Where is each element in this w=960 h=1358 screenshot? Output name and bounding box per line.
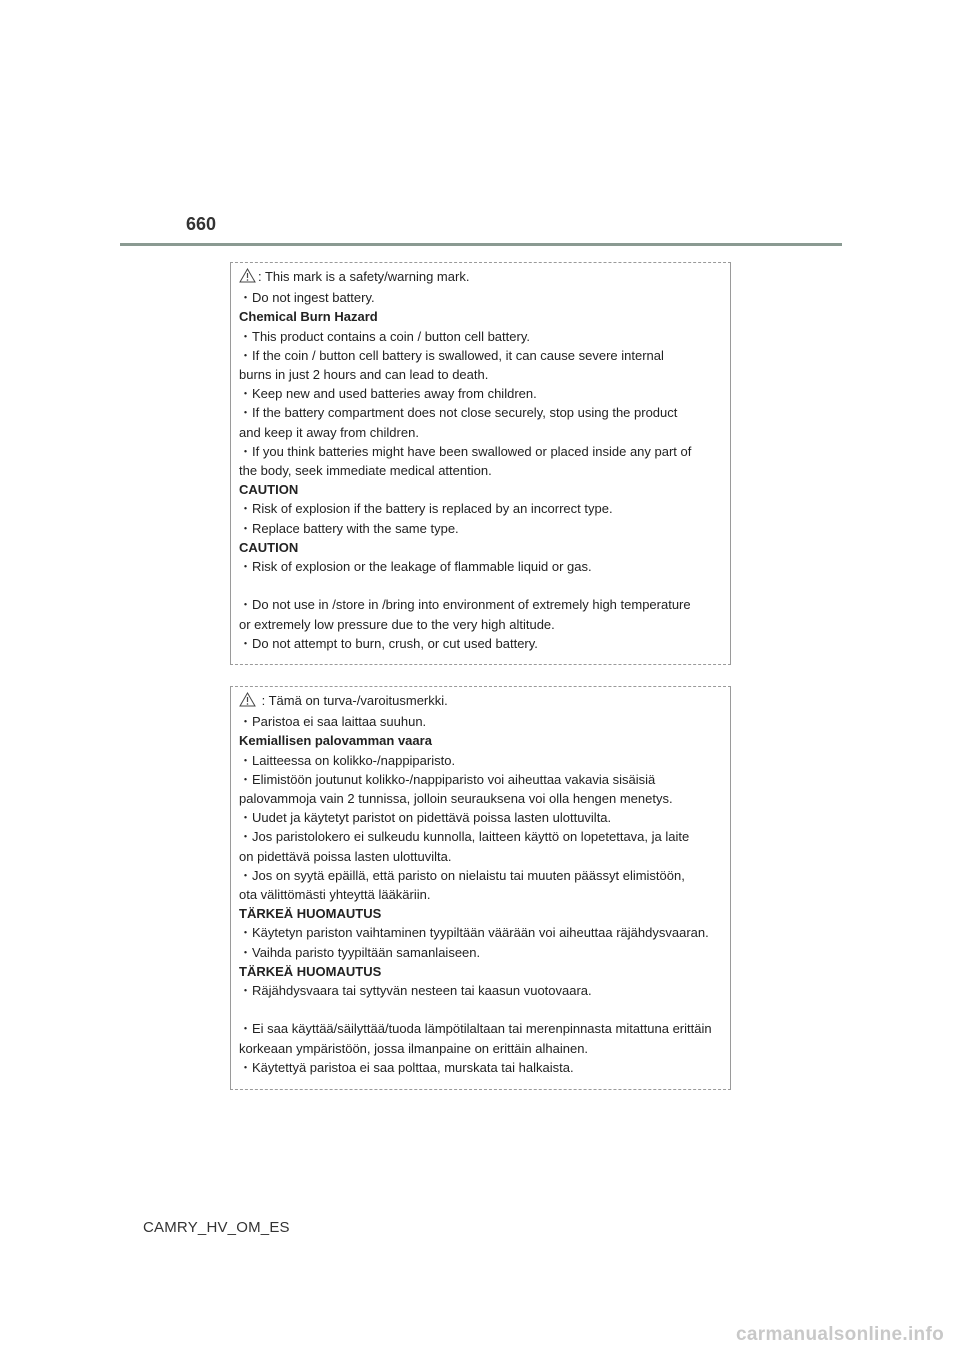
warning-triangle-icon xyxy=(239,692,256,712)
warning-line: ・Do not attempt to burn, crush, or cut used battery. xyxy=(239,635,538,651)
warning-line: ・Keep new and used batteries away from children. xyxy=(239,386,537,402)
warning-line: ・Risk of explosion if the battery is replaced by an incorrect type. xyxy=(239,501,613,517)
warning-line: ・Vaihda paristo tyypiltään samanlaiseen. xyxy=(239,944,481,960)
warning-line: ・If the coin / button cell battery is swallowed, it can cause severe internal xyxy=(239,347,664,363)
caution-heading: CAUTION xyxy=(239,539,299,555)
warning-line: ・Käytetyn pariston vaihtaminen tyypiltään väärään voi aiheuttaa räjähdysvaaran. xyxy=(239,925,709,941)
warning-line: ・Do not use in /store in /bring into environment of extremely high temperature xyxy=(239,597,691,613)
warning-box-finnish xyxy=(230,686,731,1090)
warning-line: ・Risk of explosion or the leakage of flammable liquid or gas. xyxy=(239,559,592,575)
warning-line: the body, seek immediate medical attention. xyxy=(239,463,492,479)
warning-line: ・Laitteessa on kolikko-/nappiparisto. xyxy=(239,752,456,768)
warning-line: or extremely low pressure due to the very high altitude. xyxy=(239,616,555,632)
warning-line: ・Jos on syytä epäillä, että paristo on nielaistu tai muuten päässyt elimistöön, xyxy=(239,867,685,883)
warning-line: ・Paristoa ei saa laittaa suuhun. xyxy=(239,714,427,730)
warning-triangle-icon xyxy=(239,268,256,288)
warning-line: ・If you think batteries might have been swallowed or placed inside any part of xyxy=(239,443,692,459)
warning-line: ・Ei saa käyttää/säilyttää/tuoda lämpötilaltaan tai merenpinnasta mitattuna erittäin xyxy=(239,1021,712,1037)
caution-heading: TÄRKEÄ HUOMAUTUS xyxy=(239,963,382,979)
watermark: carmanualsonline.info xyxy=(736,1324,944,1345)
warning-mark-line xyxy=(239,267,722,288)
warning-line: on pidettävä poissa lasten ulottuvilta. xyxy=(239,848,452,864)
warning-line: ・If the battery compartment does not close securely, stop using the product xyxy=(239,405,678,421)
warning-mark-line xyxy=(239,691,722,712)
manual-code: CAMRY_HV_OM_ES xyxy=(143,1219,290,1236)
warning-heading: Chemical Burn Hazard xyxy=(239,309,378,325)
caution-heading: CAUTION xyxy=(239,482,299,498)
warning-line: ・Elimistöön joutunut kolikko-/nappiparisto voi aiheuttaa vakavia sisäisiä xyxy=(239,771,656,787)
warning-line: ・Jos paristolokero ei sulkeudu kunnolla, laitteen käyttö on lopetettava, ja laite xyxy=(239,829,690,845)
header-divider xyxy=(120,243,842,246)
caution-heading: TÄRKEÄ HUOMAUTUS xyxy=(239,906,382,922)
warning-mark-text: : Tämä on turva-/varoitusmerkki. xyxy=(258,693,448,708)
warning-line: and keep it away from children. xyxy=(239,424,419,440)
page-number: 660 xyxy=(186,214,217,234)
warning-line: ・Käytettyä paristoa ei saa polttaa, murskata tai halkaista. xyxy=(239,1059,574,1075)
warning-box-english xyxy=(230,262,731,665)
warning-line: ・Replace battery with the same type. xyxy=(239,520,459,536)
warning-line: ・Uudet ja käytetyt paristot on pidettävä poissa lasten ulottuvilta. xyxy=(239,810,612,826)
warning-line: ・Do not ingest battery. xyxy=(239,290,375,306)
warning-line: burns in just 2 hours and can lead to death. xyxy=(239,367,489,383)
warning-heading: Kemiallisen palovamman vaara xyxy=(239,733,432,749)
blank-line xyxy=(239,576,722,595)
warning-line: ・This product contains a coin / button cell battery. xyxy=(239,328,530,344)
warning-line: palovammoja vain 2 tunnissa, jolloin seurauksena voi olla hengen menetys. xyxy=(239,791,673,807)
warning-line: ・Räjähdysvaara tai syttyvän nesteen tai kaasun vuotovaara. xyxy=(239,983,592,999)
warning-line: korkeaan ympäristöön, jossa ilmanpaine on erittäin alhainen. xyxy=(239,1040,589,1056)
warning-line: ota välittömästi yhteyttä lääkäriin. xyxy=(239,887,431,903)
blank-line xyxy=(239,1000,722,1019)
warning-mark-text: : This mark is a safety/warning mark. xyxy=(258,269,470,284)
